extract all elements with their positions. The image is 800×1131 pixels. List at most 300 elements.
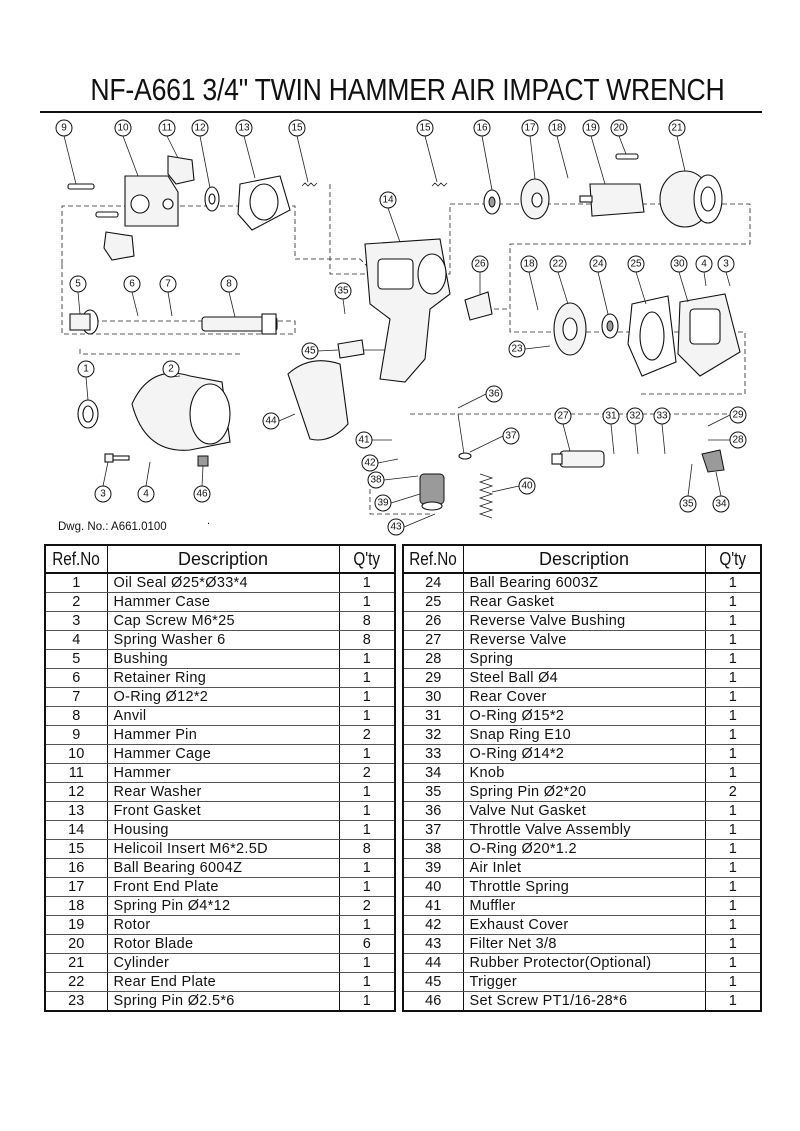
part-ref-cell: 5: [45, 650, 107, 669]
part-ref-cell: 33: [403, 745, 463, 764]
part-qty-cell: 1: [705, 878, 761, 897]
table-row: [45, 764, 395, 783]
cap-screw-part: [105, 454, 129, 462]
callout-16: [474, 120, 490, 136]
part-description-cell: Throttle Spring: [463, 878, 705, 897]
part-qty-cell: 1: [705, 821, 761, 840]
guide-line: [62, 206, 100, 264]
part-description-cell: Reverse Valve: [463, 631, 705, 650]
part-description-cell: O-Ring Ø12*2: [107, 688, 339, 707]
part-ref-cell: 16: [45, 859, 107, 878]
part-ref-cell: 6: [45, 669, 107, 688]
table-row: [45, 897, 395, 916]
callout-1: [78, 361, 94, 377]
part-qty-cell: 1: [339, 916, 395, 935]
svg-text:3: 3: [723, 258, 729, 270]
helicoil-part: [302, 183, 447, 186]
part-qty-cell: 1: [705, 593, 761, 612]
throttle-spring-part: [480, 474, 492, 518]
part-description-cell: Throttle Valve Assembly: [463, 821, 705, 840]
callout-34: [713, 496, 729, 512]
part-description-cell: Spring Washer 6: [107, 631, 339, 650]
table-row: [403, 764, 761, 783]
svg-text:18: 18: [523, 258, 535, 270]
table-row: [403, 935, 761, 954]
description-header: Description: [107, 545, 339, 573]
part-ref-cell: 42: [403, 916, 463, 935]
callout-18: [549, 120, 565, 136]
callout-3: [718, 256, 734, 272]
part-ref-cell: 26: [403, 612, 463, 631]
table-row: [45, 593, 395, 612]
part-qty-cell: 1: [705, 897, 761, 916]
drawing-number: Dwg. No.: A661.0100: [58, 521, 167, 533]
table-row: [403, 726, 761, 745]
oil-seal-part: [78, 400, 98, 428]
svg-text:8: 8: [226, 278, 232, 290]
part-ref-cell: 14: [45, 821, 107, 840]
svg-text:2: 2: [168, 363, 174, 375]
callout-4: [696, 256, 712, 272]
part-ref-cell: 30: [403, 688, 463, 707]
part-description-cell: Exhaust Cover: [463, 916, 705, 935]
callout-12: [192, 120, 208, 136]
table-row: [403, 707, 761, 726]
part-description-cell: Cylinder: [107, 954, 339, 973]
part-ref-cell: 4: [45, 631, 107, 650]
callout-45: [302, 343, 318, 359]
callout-14: [380, 192, 396, 208]
table-row: [403, 593, 761, 612]
part-description-cell: Ball Bearing 6003Z: [463, 573, 705, 593]
rear-end-plate-part: [554, 303, 586, 355]
part-qty-cell: 8: [339, 840, 395, 859]
exploded-parts-diagram: [40, 114, 762, 542]
part-ref-cell: 35: [403, 783, 463, 802]
part-qty-cell: 1: [705, 954, 761, 973]
parts-table-left: [44, 544, 396, 1012]
table-header-row: [45, 545, 395, 573]
table-row: [403, 650, 761, 669]
part-description-cell: Front End Plate: [107, 878, 339, 897]
part-ref-cell: 22: [45, 973, 107, 992]
part-description-cell: Oil Seal Ø25*Ø33*4: [107, 573, 339, 593]
part-description-cell: Rotor: [107, 916, 339, 935]
callout-10: [115, 120, 131, 136]
part-qty-cell: 1: [339, 878, 395, 897]
part-description-cell: Housing: [107, 821, 339, 840]
part-description-cell: Rubber Protector(Optional): [463, 954, 705, 973]
svg-text:35: 35: [682, 498, 694, 510]
svg-text:46: 46: [196, 488, 208, 500]
set-screw-part: [198, 456, 208, 466]
part-ref-cell: 39: [403, 859, 463, 878]
callout-8: [221, 276, 237, 292]
callout-4: [138, 486, 154, 502]
rubber-protector-part: [288, 361, 348, 440]
part-description-cell: Rear End Plate: [107, 973, 339, 992]
part-description-cell: Front Gasket: [107, 802, 339, 821]
table-row: [403, 916, 761, 935]
part-qty-cell: 1: [705, 802, 761, 821]
part-ref-cell: 7: [45, 688, 107, 707]
table-row: [45, 783, 395, 802]
callout-30: [671, 256, 687, 272]
parts-table-left-body: [45, 573, 395, 1011]
table-row: [45, 802, 395, 821]
part-ref-cell: 1: [45, 573, 107, 593]
table-row: [403, 573, 761, 593]
rear-washer-part: [205, 187, 219, 211]
table-row: [403, 954, 761, 973]
cylinder-part: [660, 171, 722, 227]
part-qty-cell: 2: [339, 726, 395, 745]
callout-18: [521, 256, 537, 272]
table-row: [45, 745, 395, 764]
table-row: [45, 935, 395, 954]
svg-text:41: 41: [358, 434, 370, 446]
part-ref-cell: 10: [45, 745, 107, 764]
svg-text:17: 17: [524, 122, 536, 134]
part-ref-cell: 43: [403, 935, 463, 954]
part-ref-cell: 37: [403, 821, 463, 840]
callout-6: [124, 276, 140, 292]
svg-text:14: 14: [382, 194, 394, 206]
part-ref-cell: 45: [403, 973, 463, 992]
rear-gasket-part: [628, 296, 676, 376]
part-description-cell: Reverse Valve Bushing: [463, 612, 705, 631]
callout-26: [472, 256, 488, 272]
part-description-cell: Helicoil Insert M6*2.5D: [107, 840, 339, 859]
part-ref-cell: 25: [403, 593, 463, 612]
part-ref-cell: 17: [45, 878, 107, 897]
svg-text:18: 18: [551, 122, 563, 134]
svg-text:10: 10: [117, 122, 129, 134]
table-row: [45, 688, 395, 707]
table-row: [45, 878, 395, 897]
part-ref-cell: 44: [403, 954, 463, 973]
part-ref-cell: 11: [45, 764, 107, 783]
part-qty-cell: 1: [705, 992, 761, 1012]
page-title: NF-A661 3/4" TWIN HAMMER AIR IMPACT WRENCH: [90, 72, 725, 107]
svg-text:13: 13: [238, 122, 250, 134]
part-qty-cell: 1: [339, 593, 395, 612]
part-ref-cell: 20: [45, 935, 107, 954]
table-header-row: [403, 545, 761, 573]
part-qty-cell: 2: [705, 783, 761, 802]
callout-15: [289, 120, 305, 136]
part-ref-cell: 15: [45, 840, 107, 859]
part-ref-cell: 36: [403, 802, 463, 821]
callout-39: [375, 495, 391, 511]
part-description-cell: Steel Ball Ø4: [463, 669, 705, 688]
svg-text:40: 40: [521, 480, 533, 492]
qty-header: Q'ty: [339, 545, 395, 573]
callout-15: [417, 120, 433, 136]
title-underline: [40, 111, 762, 113]
svg-text:9: 9: [61, 122, 67, 134]
part-description-cell: Hammer Pin: [107, 726, 339, 745]
rotor-part: [580, 154, 644, 216]
part-qty-cell: 1: [705, 688, 761, 707]
part-qty-cell: 1: [705, 612, 761, 631]
svg-text:33: 33: [656, 410, 668, 422]
svg-text:27: 27: [557, 410, 569, 422]
callout-37: [503, 428, 519, 444]
part-description-cell: Ball Bearing 6004Z: [107, 859, 339, 878]
table-row: [45, 612, 395, 631]
callout-25: [628, 256, 644, 272]
part-qty-cell: 1: [339, 802, 395, 821]
part-qty-cell: 1: [705, 840, 761, 859]
table-row: [403, 878, 761, 897]
callout-29: [730, 407, 746, 423]
part-qty-cell: 1: [339, 954, 395, 973]
part-ref-cell: 18: [45, 897, 107, 916]
part-qty-cell: 8: [339, 631, 395, 650]
svg-text:36: 36: [488, 388, 500, 400]
callout-33: [654, 408, 670, 424]
svg-text:16: 16: [476, 122, 488, 134]
part-description-cell: Bushing: [107, 650, 339, 669]
part-description-cell: Filter Net 3/8: [463, 935, 705, 954]
part-description-cell: Snap Ring E10: [463, 726, 705, 745]
part-description-cell: Rear Cover: [463, 688, 705, 707]
callout-32: [627, 408, 643, 424]
svg-text:24: 24: [592, 258, 604, 270]
part-ref-cell: 27: [403, 631, 463, 650]
part-description-cell: Spring Pin Ø2*20: [463, 783, 705, 802]
svg-text:37: 37: [505, 430, 517, 442]
air-inlet-part: [420, 474, 444, 510]
part-description-cell: Cap Screw M6*25: [107, 612, 339, 631]
part-description-cell: O-Ring Ø20*1.2: [463, 840, 705, 859]
table-row: [403, 992, 761, 1012]
svg-text:5: 5: [75, 278, 81, 290]
svg-text:20: 20: [613, 122, 625, 134]
svg-text:6: 6: [129, 278, 135, 290]
svg-text:3: 3: [100, 488, 106, 500]
part-ref-cell: 29: [403, 669, 463, 688]
part-qty-cell: 1: [705, 631, 761, 650]
svg-text:7: 7: [165, 278, 171, 290]
svg-text:19: 19: [585, 122, 597, 134]
callout-22: [550, 256, 566, 272]
svg-text:42: 42: [364, 457, 376, 469]
part-qty-cell: 1: [339, 669, 395, 688]
callout-21: [669, 120, 685, 136]
svg-text:11: 11: [161, 122, 173, 134]
callout-46: [194, 486, 210, 502]
callout-5: [70, 276, 86, 292]
part-qty-cell: 1: [705, 707, 761, 726]
part-qty-cell: 6: [339, 935, 395, 954]
part-ref-cell: 8: [45, 707, 107, 726]
part-qty-cell: 1: [705, 726, 761, 745]
part-qty-cell: 1: [705, 650, 761, 669]
part-qty-cell: 1: [705, 973, 761, 992]
part-qty-cell: 1: [339, 821, 395, 840]
callout-36: [486, 386, 502, 402]
part-qty-cell: 1: [339, 707, 395, 726]
svg-text:28: 28: [732, 434, 744, 446]
part-description-cell: Knob: [463, 764, 705, 783]
part-ref-cell: 34: [403, 764, 463, 783]
table-row: [403, 840, 761, 859]
front-end-plate-part: [521, 179, 549, 219]
svg-text:43: 43: [390, 521, 402, 533]
callout-13: [236, 120, 252, 136]
table-row: [403, 859, 761, 878]
reverse-valve-part: [552, 451, 604, 467]
part-ref-cell: 13: [45, 802, 107, 821]
svg-text:32: 32: [629, 410, 641, 422]
part-description-cell: Valve Nut Gasket: [463, 802, 705, 821]
part-qty-cell: 1: [705, 745, 761, 764]
table-row: [45, 973, 395, 992]
ref-no-header: Ref.No: [45, 545, 107, 573]
table-row: [403, 973, 761, 992]
part-ref-cell: 12: [45, 783, 107, 802]
part-qty-cell: 1: [705, 859, 761, 878]
part-qty-cell: 1: [339, 859, 395, 878]
part-qty-cell: 1: [705, 764, 761, 783]
trigger-part: [338, 340, 385, 358]
callout-11: [159, 120, 175, 136]
part-description-cell: Set Screw PT1/16-28*6: [463, 992, 705, 1012]
callout-42: [362, 455, 378, 471]
svg-text:38: 38: [370, 474, 382, 486]
table-row: [45, 916, 395, 935]
part-description-cell: Rear Gasket: [463, 593, 705, 612]
svg-text:44: 44: [265, 415, 277, 427]
part-ref-cell: 3: [45, 612, 107, 631]
callout-41: [356, 432, 372, 448]
part-description-cell: Hammer Case: [107, 593, 339, 612]
part-description-cell: Spring Pin Ø4*12: [107, 897, 339, 916]
svg-text:21: 21: [671, 122, 683, 134]
front-gasket-part: [238, 176, 290, 230]
part-description-cell: Rear Washer: [107, 783, 339, 802]
part-description-cell: Air Inlet: [463, 859, 705, 878]
part-qty-cell: 1: [339, 992, 395, 1012]
table-row: [403, 688, 761, 707]
callout-38: [368, 472, 384, 488]
table-row: [45, 669, 395, 688]
part-qty-cell: 1: [339, 573, 395, 593]
table-row: [45, 650, 395, 669]
part-qty-cell: 1: [339, 650, 395, 669]
parts-table-right-body: [403, 573, 761, 1011]
part-qty-cell: 1: [339, 745, 395, 764]
reverse-valve-bushing-part: [465, 292, 492, 320]
part-ref-cell: 19: [45, 916, 107, 935]
part-description-cell: Spring: [463, 650, 705, 669]
svg-text:25: 25: [630, 258, 642, 270]
part-description-cell: O-Ring Ø14*2: [463, 745, 705, 764]
part-description-cell: Anvil: [107, 707, 339, 726]
svg-text:4: 4: [701, 258, 707, 270]
part-ref-cell: 41: [403, 897, 463, 916]
callout-7: [160, 276, 176, 292]
table-row: [45, 821, 395, 840]
table-row: [45, 726, 395, 745]
callout-35: [335, 283, 351, 299]
guide-line: [80, 349, 240, 354]
part-description-cell: Spring Pin Ø2.5*6: [107, 992, 339, 1012]
svg-text:15: 15: [291, 122, 303, 134]
callout-19: [583, 120, 599, 136]
table-row: [403, 783, 761, 802]
part-ref-cell: 28: [403, 650, 463, 669]
table-row: [403, 745, 761, 764]
table-row: [403, 821, 761, 840]
anvil-part: [202, 314, 277, 334]
part-ref-cell: 2: [45, 593, 107, 612]
table-row: [403, 669, 761, 688]
table-row: [403, 897, 761, 916]
table-row: [45, 840, 395, 859]
callout-2: [163, 361, 179, 377]
svg-text:22: 22: [552, 258, 564, 270]
part-qty-cell: 8: [339, 612, 395, 631]
part-qty-cell: 2: [339, 764, 395, 783]
callout-31: [603, 408, 619, 424]
callout-43: [388, 519, 404, 535]
svg-text:12: 12: [194, 122, 206, 134]
part-qty-cell: 1: [339, 973, 395, 992]
table-row: [45, 954, 395, 973]
svg-text:4: 4: [143, 488, 149, 500]
table-row: [45, 992, 395, 1012]
rear-cover-part: [678, 294, 740, 376]
callout-3: [95, 486, 111, 502]
part-qty-cell: 1: [339, 688, 395, 707]
parts-table-right: [402, 544, 762, 1012]
part-qty-cell: 1: [339, 783, 395, 802]
callout-27: [555, 408, 571, 424]
part-ref-cell: 46: [403, 992, 463, 1012]
part-description-cell: Retainer Ring: [107, 669, 339, 688]
part-description-cell: Hammer Cage: [107, 745, 339, 764]
svg-text:26: 26: [474, 258, 486, 270]
callout-35: [680, 496, 696, 512]
callout-40: [519, 478, 535, 494]
svg-text:45: 45: [304, 345, 316, 357]
svg-text:31: 31: [605, 410, 617, 422]
svg-text:29: 29: [732, 409, 744, 421]
part-ref-cell: 24: [403, 573, 463, 593]
part-ref-cell: 38: [403, 840, 463, 859]
hammer-pin-part: [68, 184, 118, 217]
part-ref-cell: 32: [403, 726, 463, 745]
part-description-cell: Rotor Blade: [107, 935, 339, 954]
svg-text:15: 15: [419, 122, 431, 134]
callout-9: [56, 120, 72, 136]
callout-28: [730, 432, 746, 448]
part-description-cell: O-Ring Ø15*2: [463, 707, 705, 726]
table-row: [403, 612, 761, 631]
knob-part: [702, 450, 724, 472]
part-qty-cell: 1: [705, 935, 761, 954]
hammer-case-part: [132, 373, 230, 450]
part-qty-cell: 1: [705, 916, 761, 935]
housing-part: [365, 239, 450, 382]
svg-text:1: 1: [83, 363, 89, 375]
part-qty-cell: 2: [339, 897, 395, 916]
part-description-cell: Muffler: [463, 897, 705, 916]
part-ref-cell: 31: [403, 707, 463, 726]
